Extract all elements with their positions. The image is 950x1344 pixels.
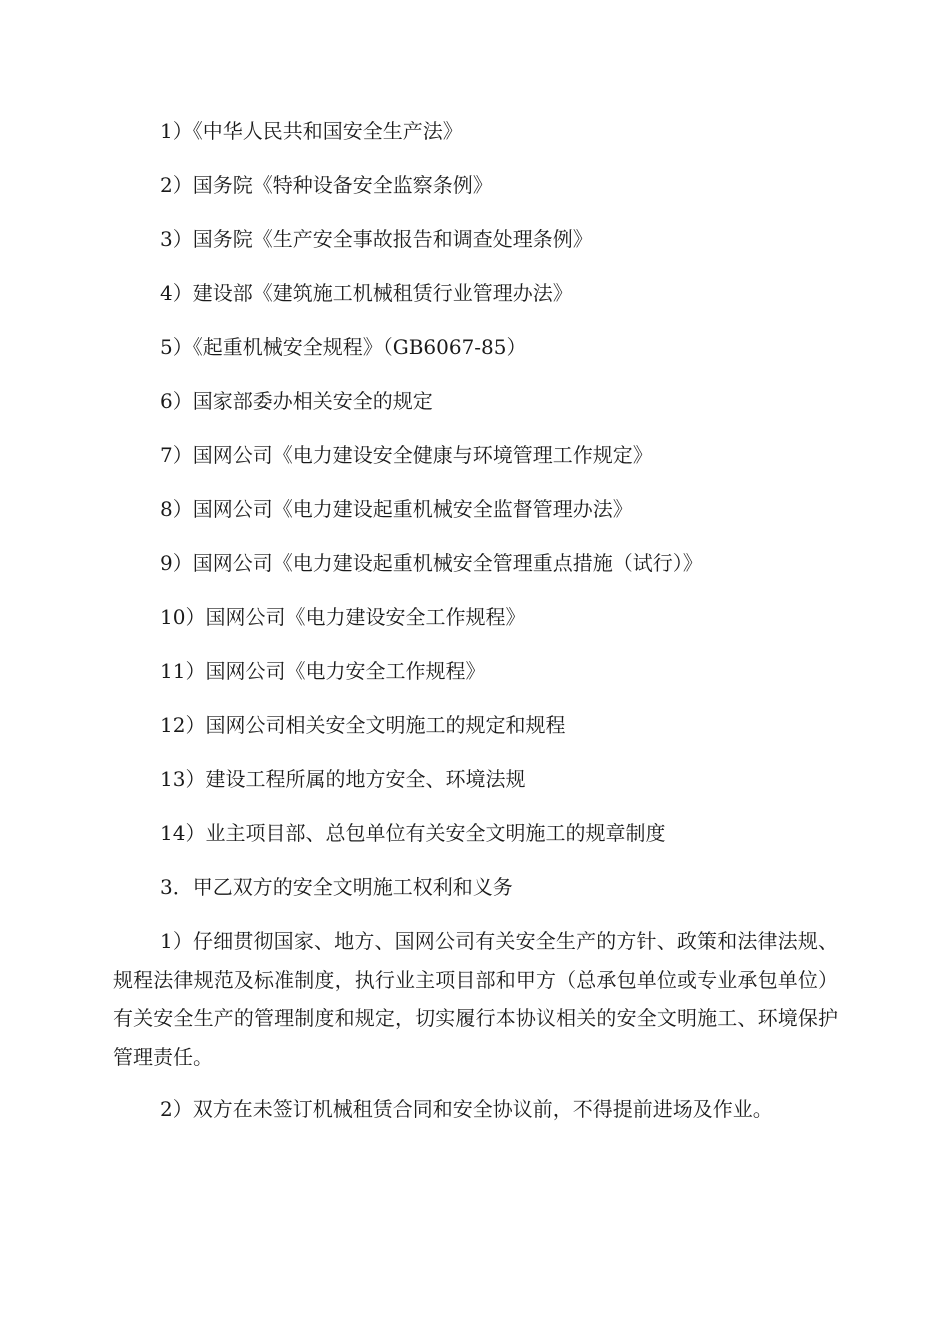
reference-item-3: 3）国务院《生产安全事故报告和调查处理条例》: [160, 227, 593, 251]
reference-item-1: 1）《中华人民共和国安全生产法》: [160, 119, 463, 143]
reference-item-9: 9）国网公司《电力建设起重机械安全管理重点措施（试行）》: [160, 551, 703, 575]
reference-item-12: 12）国网公司相关安全文明施工的规定和规程: [160, 713, 566, 737]
reference-item-8: 8）国网公司《电力建设起重机械安全监督管理办法》: [160, 497, 633, 521]
reference-item-10: 10）国网公司《电力建设安全工作规程》: [160, 605, 526, 629]
reference-item-4: 4）建设部《建筑施工机械租赁行业管理办法》: [160, 281, 573, 305]
reference-item-6: 6）国家部委办相关安全的规定: [160, 389, 433, 413]
reference-item-14: 14）业主项目部、总包单位有关安全文明施工的规章制度: [160, 821, 666, 845]
reference-item-11: 11）国网公司《电力安全工作规程》: [160, 659, 486, 683]
reference-item-13: 13）建设工程所属的地方安全、环境法规: [160, 767, 526, 791]
reference-item-2: 2）国务院《特种设备安全监察条例》: [160, 173, 493, 197]
body-paragraph-2: 2）双方在未签订机械租赁合同和安全协议前，不得提前进场及作业。: [160, 1097, 773, 1121]
body-paragraph-1: 1）仔细贯彻国家、地方、国网公司有关安全生产的方针、政策和法律法规、规程法律规范及标准制度，执行业主项目部和甲方（总承包单位或专业承包单位）有关安全生产的管理制度和规定，切实履行本协议相关的安全文明施工、环境保护管理责任。: [113, 929, 838, 1069]
section-heading: 3．甲乙双方的安全文明施工权利和义务: [160, 875, 513, 899]
reference-item-7: 7）国网公司《电力建设安全健康与环境管理工作规定》: [160, 443, 653, 467]
reference-item-5: 5）《起重机械安全规程》（GB6067-85）: [160, 335, 527, 359]
